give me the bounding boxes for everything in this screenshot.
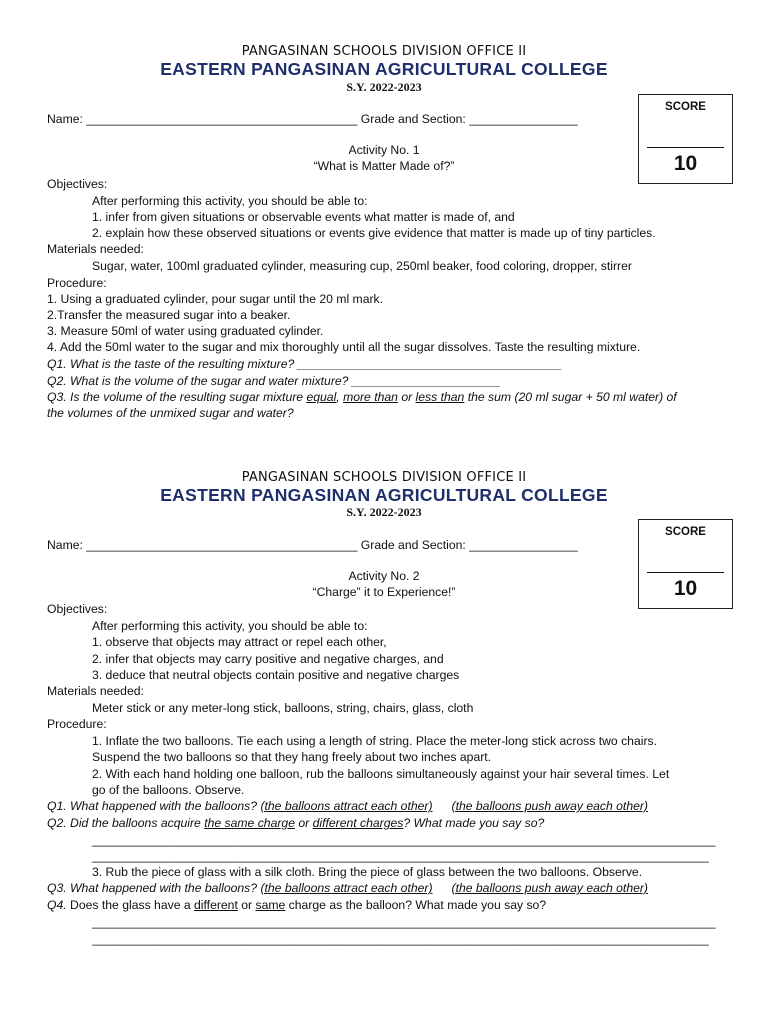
option-different: different: [194, 898, 238, 912]
procedure-step: 3. Measure 50ml of water using graduated cylinder.: [47, 324, 324, 338]
objective-item: 1. observe that objects may attract or repel each other,: [92, 635, 387, 649]
procedure-step: 2.Transfer the measured sugar into a beaker.: [47, 308, 291, 322]
question-2: Q2. Did the balloons acquire the same charge or different charges? What made you say so?: [47, 816, 545, 830]
option-push-away[interactable]: (the balloons push away each other): [451, 881, 648, 895]
school-year: S.Y. 2022-2023: [346, 80, 422, 94]
college-name-heading: EASTERN PANGASINAN AGRICULTURAL COLLEGE: [160, 59, 608, 79]
question-1[interactable]: Q1. What is the taste of the resulting mixture? _______________________________________: [47, 357, 562, 371]
procedure-heading: Procedure:: [47, 717, 107, 731]
objective-item: 2. infer that objects may carry positive and negative charges, and: [92, 652, 444, 666]
activity-title: “What is Matter Made of?”: [313, 159, 455, 173]
question-1: Q1. What happened with the balloons? (the balloons attract each other) (the balloons push away each other): [47, 799, 648, 813]
question-4: Q4. Does the glass have a different or same charge as the balloon? What made you say so?: [47, 898, 547, 912]
materials-list: Sugar, water, 100ml graduated cylinder, measuring cup, 250ml beaker, food coloring, dropper, stirrer: [92, 259, 632, 273]
division-office-heading: PANGASINAN SCHOOLS DIVISION OFFICE II: [241, 470, 527, 485]
question-3: Q3. What happened with the balloons? (the balloons attract each other) (the balloons push away each other): [47, 881, 648, 895]
option-different-charges: different charges: [312, 816, 404, 830]
procedure-step-continued: Suspend the two balloons so that they hang freely about two inches apart.: [92, 750, 492, 764]
objectives-heading: Objectives:: [47, 177, 108, 191]
activity-number: Activity No. 2: [348, 569, 420, 583]
objectives-heading: Objectives:: [47, 602, 108, 616]
question-3: Q3. Is the volume of the resulting sugar mixture equal, more than or less than the sum (20 ml sugar + 50 ml water) of: [47, 390, 677, 404]
activity-title: “Charge” it to Experience!”: [312, 585, 456, 599]
activity-number: Activity No. 1: [348, 143, 420, 157]
objective-item: 3. deduce that neutral objects contain positive and negative charges: [92, 668, 460, 682]
score-total: 10: [673, 577, 698, 600]
procedure-heading: Procedure:: [47, 276, 107, 290]
procedure-step: 3. Rub the piece of glass with a silk cloth. Bring the piece of glass between the two balloons. Observe.: [92, 865, 643, 879]
score-total: 10: [673, 152, 698, 175]
name-grade-section-line[interactable]: Name: ________________________________________ Grade and Section: ________________: [47, 538, 578, 552]
division-office-heading: PANGASINAN SCHOOLS DIVISION OFFICE II: [241, 44, 527, 59]
procedure-step-continued: go of the balloons. Observe.: [92, 783, 245, 797]
option-equal: equal: [306, 390, 337, 404]
option-same: same: [255, 898, 286, 912]
objectives-intro: After performing this activity, you should be able to:: [92, 194, 368, 208]
procedure-step: 2. With each hand holding one balloon, rub the balloons simultaneously against your hair several times. Let: [92, 767, 670, 781]
college-name-heading: EASTERN PANGASINAN AGRICULTURAL COLLEGE: [160, 485, 608, 505]
procedure-step: 1. Using a graduated cylinder, pour sugar until the 20 ml mark.: [47, 292, 384, 306]
materials-heading: Materials needed:: [47, 242, 144, 256]
score-label: SCORE: [665, 101, 706, 113]
option-more-than: more than: [343, 390, 398, 404]
option-same-charge: the same charge: [204, 816, 295, 830]
question-2[interactable]: Q2. What is the volume of the sugar and water mixture? ______________________: [47, 374, 501, 388]
materials-heading: Materials needed:: [47, 684, 144, 698]
procedure-step: 4. Add the 50ml water to the sugar and mix thoroughly until all the sugar dissolves. Taste the resulting mixture.: [47, 340, 641, 354]
option-less-than: less than: [415, 390, 465, 404]
score-label: SCORE: [665, 526, 706, 538]
option-attract[interactable]: (the balloons attract each other): [260, 799, 433, 813]
answer-blank-line[interactable]: ___________________________________________________________________________________________: [92, 849, 709, 863]
objective-item: 2. explain how these observed situations or events give evidence that matter is made up of tiny particles.: [92, 226, 656, 240]
answer-blank-line[interactable]: ____________________________________________________________________________________________: [92, 915, 716, 929]
option-push-away[interactable]: (the balloons push away each other): [451, 799, 648, 813]
materials-list: Meter stick or any meter-long stick, balloons, string, chairs, glass, cloth: [92, 701, 474, 715]
school-year: S.Y. 2022-2023: [346, 505, 422, 519]
answer-blank-line[interactable]: ____________________________________________________________________________________________: [92, 833, 716, 847]
objective-item: 1. infer from given situations or observable events what matter is made of, and: [92, 210, 515, 224]
answer-blank-line[interactable]: ___________________________________________________________________________________________: [92, 932, 709, 946]
procedure-step: 1. Inflate the two balloons. Tie each using a length of string. Place the meter-long stick across two chairs.: [92, 734, 657, 748]
name-grade-section-line[interactable]: Name: ________________________________________ Grade and Section: ________________: [47, 112, 578, 126]
question-3-continued: the volumes of the unmixed sugar and water?: [47, 406, 294, 420]
option-attract[interactable]: (the balloons attract each other): [260, 881, 433, 895]
objectives-intro: After performing this activity, you should be able to:: [92, 619, 368, 633]
